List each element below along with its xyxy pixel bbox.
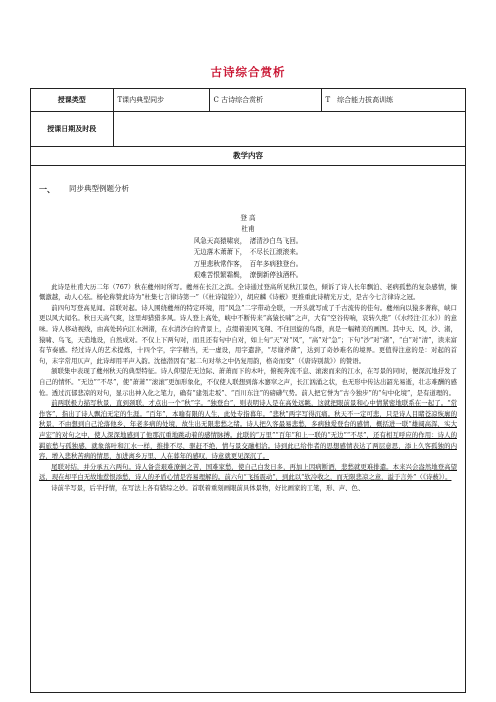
content-body: [31, 184, 465, 493]
lesson-sheet: [30, 88, 466, 693]
poem-line: 艰难苦恨繁霜鬓， 潦倒新停浊酒杯。: [193, 271, 303, 280]
paragraph: 此诗是杜甫大历二年（767）秋在夔州时所写。夔州在长江之滨。全诗通过登高所见秋江景色，倾诉了诗人长年飘泊、老病孤愁的复杂感情，慷慨激越，动人心弦。杨伦称赞此诗为“杜集七言律诗第一”（《杜诗镜铨》），胡应麟《诗薮》更推重此诗精光万丈，是古今七言律诗之冠。: [39, 282, 457, 302]
poem-line: 无边落木萧萧下， 不尽长江滚滚来。: [193, 248, 303, 257]
course-type-cell-2: C 古诗综合赏析: [209, 89, 321, 112]
section-title: 教学内容: [31, 147, 465, 166]
course-type-cell-1: T课内典型同步: [113, 89, 209, 112]
paragraph: 诗前半写景，后半抒情，在写法上各有错综之妙。首联着重刻画眼前具体景物，好比画家的工笔，形、声、色、: [51, 483, 365, 492]
section-heading-text: 同步典型例题分析: [69, 184, 129, 193]
date-row: [31, 112, 465, 147]
poem-title: 登 高: [240, 213, 256, 222]
poem: [39, 213, 457, 282]
course-type-row: [31, 89, 465, 112]
poem-author: 杜甫: [241, 225, 255, 234]
paragraph: 颔联集中表现了夔州秋天的典型特征。诗人仰望茫无边际、萧萧而下的木叶，俯视奔流不息、滚滚而来的江水，在写景的同时，便深沉地抒发了自己的情怀。“无边”“不尽”，使“萧萧”“滚滚”更加形象化，不仅使人联想到落木窸窣之声，长江汹涌之状，也无形中传达出韶光易逝，壮志难酬的感怆。透过沉郁悲凉的对句，显示出神入化之笔力，确有“建瓴走坂”、“百川东注”的磅礴气势。前人把它誉为“古今独步”的“句中化境”，是有道理的。: [39, 367, 457, 397]
poem-line: 风急天高猿啸哀， 渚清沙白鸟飞回。: [193, 236, 303, 245]
section-number: 一、: [39, 184, 55, 194]
document-title: 古诗综合赏析: [210, 65, 286, 79]
date-label: 授课日期及时段: [31, 112, 113, 147]
course-type-cell-3: T 综合能力拔高训练: [321, 89, 465, 112]
date-value: [113, 112, 465, 147]
course-type-label: 授课类型: [31, 89, 113, 112]
paragraph: 尾联对结，并分承五六两句。诗人备尝艰难潦倒之苦，国难家愁，使自己白发日多，再加上因病断酒，悲愁就更难排遣。本来兴会盎然地登高望远，现在却平白无故地惹恨添愁，诗人的矛盾心情是容易理解的。前六句“飞扬震动”，到此以“软冷收之，而无限悲凉之意，溢于言外”（《诗薮》）。: [39, 462, 457, 482]
lesson-header-table: [31, 89, 465, 147]
poem-line: 万里悲秋常作客， 百年多病独登台。: [193, 259, 303, 268]
paragraph: 前两联极力描写秋景，直到颈联，才点出一个“秋”字。“独登台”，则表明诗人是在高处远眺，这就把眼前景和心中情紧密地联系在一起了。“常作客”，指出了诗人飘泊无定的生涯。“百年”，本喻有限的人生，此处专指暮年。“悲秋”两字写得沉痛。秋天不一定可悲，只是诗人目睹苍凉恢廓的秋景，不由想到自己沦落他乡、年老多病的处境，故生出无限悲愁之绪。诗人把久客最易悲愁，多病独爱登台的感情，概括进一联“雄阔高浑，实大声宏”的对句之中，使人深深地感到了他那沉重地跳动着的感情脉搏。此联的“万里”“百年”和上一联的“无边”“不尽”，还有相互呼应的作用：诗人的羁旅愁与孤独感，就象落叶和江水一样，推排不尽，驱赶不绝，情与景交融相洽。诗到此已给作者的思想感情表达了两层意思，添上久客孤独的内容，增入悲秋苦病的情思，加进离乡万里、人在暮年的感叹，诗意就更见深沉了。: [39, 399, 457, 461]
paragraph: 前四句写登高见闻。首联对起。诗人围绕夔州的特定环境，用“风急”二字带动全联，一开头就写成了千古流传的佳句。夔州向以猿多著称，峡口更以风大闻名。秋日天高气爽，这里却猎猎多风。诗人登上高处，峡中不断传来“高猿长啸”之声，大有“空谷传响，哀转久绝”（《水经注·江水》）的意味。诗人移动视线，由高处转向江水洲渚，在水清沙白的背景上，点缀着迎风飞翔、不住回旋的鸟群，真是一幅精美的画图。其中天、风，沙、渚，猿啸、鸟飞，天造地设，自然成对。不仅上下两句对，而且还有句中自对，如上句“天”对“风”，“高”对“急”；下句“沙”对“渚”，“白”对“清”，读来富有节奏感。经过诗人的艺术提炼，十四个字，字字精当，无一虚设，用字遣辞，“尽谢斧凿”，达到了奇妙难名的境界。更值得注意的是：对起的首句，末字常用仄声，此诗却用平声入韵。沈德潜因有“起二句对举之中仍复用韵，格奇而变”（《唐诗别裁》）的赞语。: [39, 303, 457, 365]
section-heading: [39, 184, 457, 195]
